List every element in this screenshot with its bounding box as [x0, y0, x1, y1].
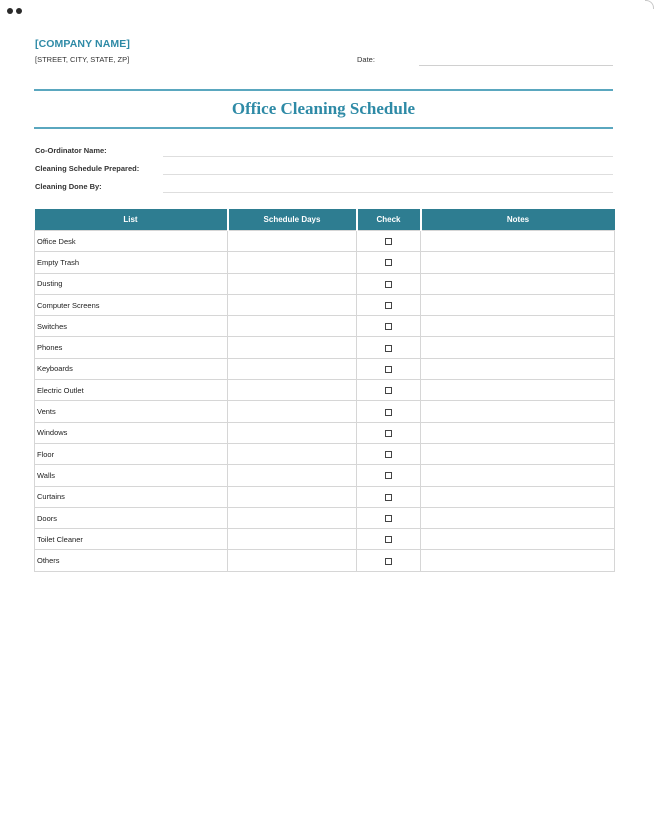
- checkbox-icon[interactable]: [385, 409, 392, 416]
- company-name[interactable]: [COMPANY NAME]: [35, 38, 130, 50]
- checkbox-icon[interactable]: [385, 387, 392, 394]
- table-body: [35, 231, 615, 572]
- checkbox-icon[interactable]: [385, 536, 392, 543]
- notes-cell[interactable]: [421, 316, 615, 337]
- table-row: [35, 422, 615, 443]
- notes-cell[interactable]: [421, 507, 615, 528]
- notes-cell[interactable]: [421, 401, 615, 422]
- notes-cell[interactable]: [421, 273, 615, 294]
- checkbox-icon[interactable]: [385, 451, 392, 458]
- check-cell: [357, 465, 421, 486]
- cleaning-item-cell[interactable]: Windows: [35, 422, 228, 443]
- notes-cell[interactable]: [421, 358, 615, 379]
- cleaning-item-cell[interactable]: Empty Trash: [35, 252, 228, 273]
- cleaning-item-cell[interactable]: Toilet Cleaner: [35, 529, 228, 550]
- cleaning-item-cell[interactable]: Walls: [35, 465, 228, 486]
- cleaning-done-by-label: Cleaning Done By:: [35, 182, 102, 191]
- table-row: [35, 443, 615, 464]
- title-rule-bottom: [34, 127, 613, 129]
- cleaning-item-cell[interactable]: Curtains: [35, 486, 228, 507]
- notes-cell[interactable]: [421, 529, 615, 550]
- schedule-days-cell[interactable]: [228, 529, 357, 550]
- table-row: [35, 337, 615, 358]
- check-cell: [357, 422, 421, 443]
- schedule-days-cell[interactable]: [228, 252, 357, 273]
- check-cell: [357, 231, 421, 252]
- notes-cell[interactable]: [421, 465, 615, 486]
- coordinator-name-field[interactable]: [163, 156, 613, 157]
- cleaning-item-cell[interactable]: Others: [35, 550, 228, 571]
- check-cell: [357, 380, 421, 401]
- schedule-days-cell[interactable]: [228, 422, 357, 443]
- notes-cell[interactable]: [421, 443, 615, 464]
- table-row: [35, 380, 615, 401]
- check-cell: [357, 316, 421, 337]
- cleaning-schedule-table: [34, 209, 615, 572]
- check-cell: [357, 486, 421, 507]
- window-controls: [7, 8, 22, 14]
- cleaning-item-cell[interactable]: Doors: [35, 507, 228, 528]
- checkbox-icon[interactable]: [385, 472, 392, 479]
- schedule-days-cell[interactable]: [228, 358, 357, 379]
- schedule-days-cell[interactable]: [228, 273, 357, 294]
- title-rule-top: [34, 89, 613, 91]
- notes-cell[interactable]: [421, 380, 615, 401]
- checkbox-icon[interactable]: [385, 323, 392, 330]
- column-header-check: Check: [357, 209, 421, 231]
- column-header-schedule-days: Schedule Days: [228, 209, 357, 231]
- window-dot-icon[interactable]: [7, 8, 13, 14]
- check-cell: [357, 443, 421, 464]
- cleaning-item-cell[interactable]: Floor: [35, 443, 228, 464]
- schedule-days-cell[interactable]: [228, 231, 357, 252]
- checkbox-icon[interactable]: [385, 345, 392, 352]
- schedule-prepared-field[interactable]: [163, 174, 613, 175]
- schedule-days-cell[interactable]: [228, 316, 357, 337]
- company-address[interactable]: [STREET, CITY, STATE, ZP]: [35, 55, 130, 64]
- table-row: [35, 252, 615, 273]
- schedule-days-cell[interactable]: [228, 401, 357, 422]
- check-cell: [357, 401, 421, 422]
- check-cell: [357, 507, 421, 528]
- table-row: [35, 358, 615, 379]
- schedule-days-cell[interactable]: [228, 486, 357, 507]
- check-cell: [357, 273, 421, 294]
- checkbox-icon[interactable]: [385, 302, 392, 309]
- table-header-row: [35, 209, 615, 231]
- schedule-prepared-row: [35, 162, 613, 176]
- cleaning-item-cell[interactable]: Switches: [35, 316, 228, 337]
- schedule-days-cell[interactable]: [228, 550, 357, 571]
- notes-cell[interactable]: [421, 550, 615, 571]
- schedule-days-cell[interactable]: [228, 294, 357, 315]
- window-dot-icon[interactable]: [16, 8, 22, 14]
- table-row: [35, 550, 615, 571]
- notes-cell[interactable]: [421, 422, 615, 443]
- schedule-days-cell[interactable]: [228, 380, 357, 401]
- coordinator-name-row: [35, 144, 613, 158]
- check-cell: [357, 550, 421, 571]
- table-row: [35, 231, 615, 252]
- checkbox-icon[interactable]: [385, 558, 392, 565]
- notes-cell[interactable]: [421, 294, 615, 315]
- notes-cell[interactable]: [421, 486, 615, 507]
- date-field[interactable]: [419, 65, 613, 66]
- checkbox-icon[interactable]: [385, 494, 392, 501]
- table-row: [35, 465, 615, 486]
- check-cell: [357, 358, 421, 379]
- page-corner-decoration: [645, 0, 654, 9]
- table-row: [35, 507, 615, 528]
- cleaning-done-by-field[interactable]: [163, 192, 613, 193]
- check-cell: [357, 294, 421, 315]
- checkbox-icon[interactable]: [385, 238, 392, 245]
- notes-cell[interactable]: [421, 337, 615, 358]
- schedule-prepared-label: Cleaning Schedule Prepared:: [35, 164, 140, 173]
- table-row: [35, 294, 615, 315]
- notes-cell[interactable]: [421, 252, 615, 273]
- date-label: Date:: [357, 55, 375, 64]
- schedule-days-cell[interactable]: [228, 507, 357, 528]
- schedule-days-cell[interactable]: [228, 443, 357, 464]
- cleaning-item-cell[interactable]: Office Desk: [35, 231, 228, 252]
- checkbox-icon[interactable]: [385, 430, 392, 437]
- table-row: [35, 486, 615, 507]
- document-title: Office Cleaning Schedule: [231, 99, 416, 118]
- schedule-days-cell[interactable]: [228, 465, 357, 486]
- cleaning-item-cell[interactable]: Computer Screens: [35, 294, 228, 315]
- notes-cell[interactable]: [421, 231, 615, 252]
- cleaning-item-cell[interactable]: Electric Outlet: [35, 380, 228, 401]
- check-cell: [357, 337, 421, 358]
- column-header-notes: Notes: [421, 209, 615, 231]
- checkbox-icon[interactable]: [385, 259, 392, 266]
- table-row: [35, 316, 615, 337]
- column-header-list: List: [35, 209, 228, 231]
- table-row: [35, 273, 615, 294]
- cleaning-item-cell[interactable]: Phones: [35, 337, 228, 358]
- checkbox-icon[interactable]: [385, 281, 392, 288]
- check-cell: [357, 529, 421, 550]
- cleaning-item-cell[interactable]: Vents: [35, 401, 228, 422]
- coordinator-name-label: Co-Ordinator Name:: [35, 146, 107, 155]
- cleaning-done-by-row: [35, 180, 613, 194]
- table-row: [35, 401, 615, 422]
- table-row: [35, 529, 615, 550]
- checkbox-icon[interactable]: [385, 366, 392, 373]
- check-cell: [357, 252, 421, 273]
- schedule-days-cell[interactable]: [228, 337, 357, 358]
- cleaning-item-cell[interactable]: Dusting: [35, 273, 228, 294]
- checkbox-icon[interactable]: [385, 515, 392, 522]
- cleaning-item-cell[interactable]: Keyboards: [35, 358, 228, 379]
